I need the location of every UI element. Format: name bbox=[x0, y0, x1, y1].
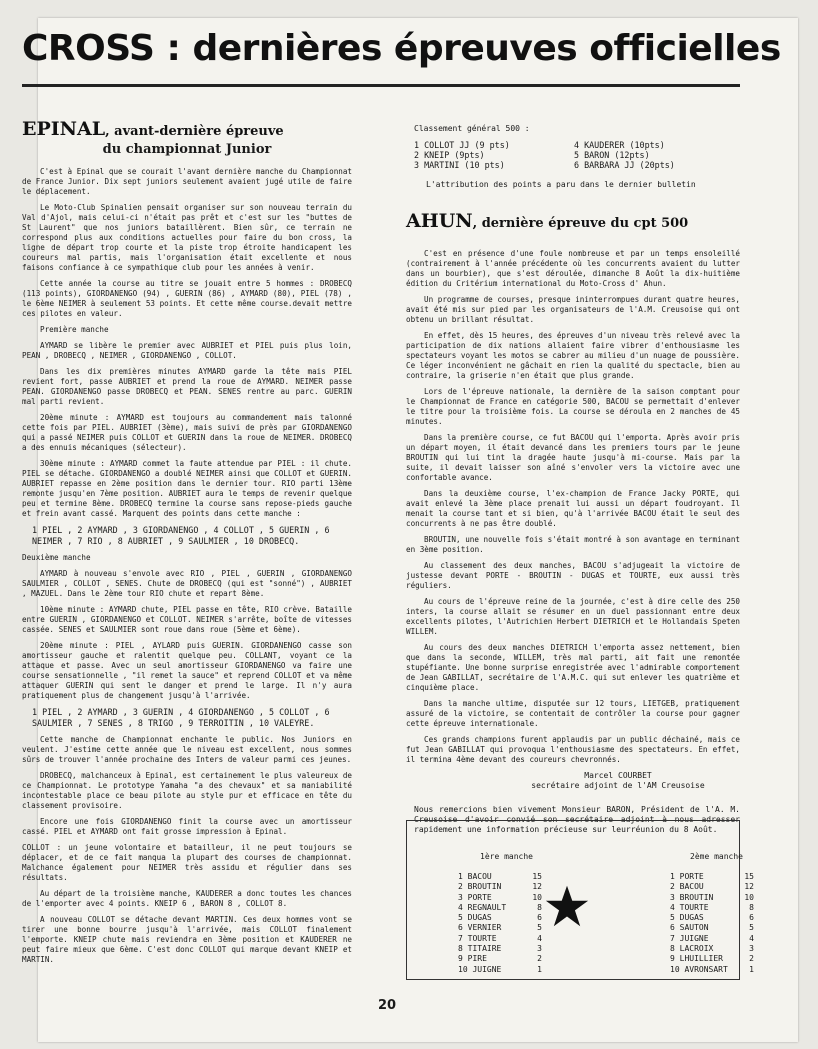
classement-table bbox=[414, 140, 740, 170]
rider-points: 8 bbox=[537, 902, 542, 912]
classement-row: 4 KAUDERER (10pts) bbox=[574, 140, 665, 150]
rider-name: 10 AVRONSART bbox=[670, 964, 728, 974]
ahun-para: Ces grands champions furent applaudis par un public déchainé, mais ce fut Jean GABILLAT qui provoqua l'enthousiasme des spectateurs. En effet, il termina 4ème devant des coureurs chevronnés. bbox=[406, 735, 740, 764]
classement-row: 3 MARTINI (10 pts) bbox=[414, 160, 505, 170]
rider-points: 10 bbox=[532, 892, 542, 902]
rider-points: 3 bbox=[749, 944, 754, 954]
result-row bbox=[670, 893, 754, 903]
rider-name: 8 LACROIX bbox=[670, 944, 714, 954]
ahun-title-main: AHUN bbox=[406, 210, 473, 232]
result-row bbox=[458, 923, 542, 933]
ahun-para: Dans la première course, ce fut BACOU qui l'emporta. Après avoir pris un départ moyen, il était devancé dans les premiers tours par le jeune BROUTIN qui lui tint la dragée haute jusqu'à mi-course. Mais par la suite, il devait laisser son aîné s'envoler vers la victoire avec une confortable avance. bbox=[406, 433, 740, 482]
rider-points: 4 bbox=[749, 933, 754, 943]
epinal-para: 20ème minute : AYMARD est toujours au commandement mais talonné cette fois par PIEL. AUBRIET (3ème), mais suivi de près par GIORDANENGO qui a passé NEIMER puis COLLOT et GUERIN dans la roue de NEIMER. DROBECQ a des ennuis mécaniques (sélecteur). bbox=[22, 413, 352, 452]
rider-name: 5 DUGAS bbox=[458, 913, 492, 923]
classement-note: L'attribution des points a paru dans le dernier bulletin bbox=[426, 180, 696, 189]
manche-2-title: 2ème manche bbox=[690, 852, 743, 861]
rider-name: 2 BACOU bbox=[670, 882, 704, 892]
rider-points: 12 bbox=[532, 882, 542, 892]
ahun-para: Lors de l'épreuve nationale, la dernière de la saison comptant pour le Championnat de France en catégorie 500, BACOU se permettait d'enlever le titre pour la troisième fois. La course se déroula en 2 manches de 45 minutes. bbox=[406, 387, 740, 426]
epinal-title-main: EPINAL bbox=[22, 118, 106, 140]
ahun-para: Un programme de courses, presque ininterrompues durant quatre heures, avait été mis sur pied par les organisateurs de l'A.M. Creusoise qui ont obtenu un brillant résultat. bbox=[406, 295, 740, 324]
epinal-title-rest: , avant-dernière épreuve bbox=[105, 124, 284, 139]
ahun-para: Au cours des deux manches DIETRICH l'emporta assez nettement, bien que dans la seconde, WILLEM, très mal parti, ait fait une remontée stupéfiante. Une bonne surprise enregistrée avec l'admirable comportement de Jean GABILLAT, secrétaire de l'A.M.C. qui sut enlever les quatrième et cinquième place. bbox=[406, 643, 740, 692]
headline-rule bbox=[22, 84, 740, 87]
rider-points: 2 bbox=[749, 954, 754, 964]
epinal-subtitle: du championnat Junior bbox=[102, 142, 272, 157]
rider-points: 1 bbox=[749, 964, 754, 974]
manche-2-results bbox=[670, 872, 754, 975]
epinal-para: DROBECQ, malchanceux à Epinal, est certainement le plus valeureux de ce Championnat. Le prototype Yamaha "a des chevaux" et sa maniabilité incontestable place ce beau pilote au style pur et efficace en tête du classement provisoire. bbox=[22, 771, 352, 810]
rider-name: 9 LHUILLIER bbox=[670, 954, 723, 964]
right-column bbox=[406, 118, 740, 835]
epinal-para: Cette année la course au titre se jouait entre 5 hommes : DROBECQ (113 points), GIORDANENGO (94) , GUERIN (86) , AYMARD (80), PIEL (78) , le 6ème NEIMER à seulement 53 points. Et cette même course.devait mettre ces pilotes en valeur. bbox=[22, 279, 352, 318]
rider-points: 15 bbox=[532, 872, 542, 881]
epinal-para: 30ème minute : AYMARD commet la faute attendue par PIEL : il chute. PIEL se détache. GIORDANENGO a doublé NEIMER ainsi que COLLOT et GUERIN. AUBRIET repasse en 2ème position dans le dernier tour. RIO parti 13ème remonte jusqu'en 7ème position. AUBRIET aura le temps de revenir quelque peu et termine 8ème. DROBECQ termine la course sans repose-pieds gauche et frein avant cassé. Marquent des points dans cette manche : bbox=[22, 459, 352, 518]
ahun-para: Au classement des deux manches, BACOU s'adjugeait la victoire de justesse devant PORTE - BROUTIN - DUGAS et TOURTE, eux aussi très réguliers. bbox=[406, 561, 740, 590]
epinal-para: 10ème minute : AYMARD chute, PIEL passe en tête, RIO crève. Bataille entre GUERIN , GIORDANENGO et COLLOT. NEIMER s'arrête, boîte de vitesses cassée. SENES et SAULMIER sont roue dans roue (5ème et 6ème). bbox=[22, 605, 352, 634]
rider-points: 15 bbox=[744, 872, 754, 881]
page-number: 20 bbox=[378, 998, 397, 1013]
ahun-para: C'est en présence d'une foule nombreuse et par un temps ensoleillé (contrairement à l'année précédente où les concurrents avaient du lutter dans un bourbier), que s'est déroulée, dimanche 8 Août la dix-huitième édition du Critérium international du Moto-Cross d' Ahun. bbox=[406, 249, 740, 288]
classement-row: 1 COLLOT JJ (9 pts) bbox=[414, 140, 510, 150]
result-row bbox=[670, 954, 754, 964]
epinal-para: Dans les dix premières minutes AYMARD garde la tête mais PIEL revient fort, passe AUBRIET et prend la roue de AYMARD. NEIMER passe PEAN. GIORDANENGO passe DROBECQ et PEAN. SENES rentre au parc. GUERIN mal parti revient. bbox=[22, 367, 352, 406]
epinal-para: COLLOT : un jeune volontaire et batailleur, il ne peut toujours se déplacer, et de ce fait manqua la plupart des courses de championnat. Malchance également pour NEIMER très assidu et régulier dans ses résultats. bbox=[22, 843, 352, 882]
ahun-para: Au cours de l'épreuve reine de la journée, c'est à dire celle des 250 inters, la course allait se résumer en un duel passionnant entre deux excellents pilotes, l'Autrichien Herbert DIETRICH et le Hollandais Speten WILLEM. bbox=[406, 597, 740, 636]
rider-points: 3 bbox=[537, 944, 542, 954]
rider-name: 3 PORTE bbox=[458, 892, 492, 902]
epinal-heading-manche-1: Première manche bbox=[40, 325, 109, 334]
result-row bbox=[458, 944, 542, 954]
epinal-para: AYMARD à nouveau s'envole avec RIO , PIEL , GUERIN , GIORDANENGO SAULMIER , COLLOT , SENES. Chute de DROBECQ (qui est "sonné") , AUBRIET , MAZUEL. Dans le 2ème tour RIO chute et repart 8ème. bbox=[22, 569, 352, 598]
epinal-para: Le Moto-Club Spinalien pensait organiser sur son nouveau terrain du Val d'Ajol, mais celui-ci n'était pas prêt et c'est sur les "buttes de St Laurent" que nos juniors bataillèrent. Bien sûr, ce terrain ne correspond plus aux conditions actuelles pour faire du bon cross, la ligne de départ trop courte et la piste trop étroite handicapent les coureurs mal partis, mais l'organisation était excellente et nous faisons confiance à ce sympathique club pour les années à venir. bbox=[22, 203, 352, 272]
ahun-title-rest: , dernière épreuve du cpt 500 bbox=[472, 216, 689, 231]
rider-name: 5 DUGAS bbox=[670, 913, 704, 923]
rider-points: 6 bbox=[537, 913, 542, 923]
epinal-para: Cette manche de Championnat enchante le public. Nos Juniors en veulent. J'estime cette année que le niveau est excellent, nous sommes sûrs de trouver l'année prochaine des Inters de valeur parmi ces jeunes. bbox=[22, 735, 352, 764]
rider-points: 12 bbox=[744, 882, 754, 892]
manche-1-results bbox=[458, 872, 542, 975]
result-row bbox=[670, 882, 754, 892]
rider-points: 8 bbox=[749, 902, 754, 912]
rider-name: 1 PORTE bbox=[670, 872, 704, 881]
rider-points: 6 bbox=[749, 913, 754, 923]
rider-points: 2 bbox=[537, 954, 542, 964]
epinal-heading-manche-2: Deuxième manche bbox=[22, 553, 91, 562]
rider-name: 9 PIRE bbox=[458, 954, 487, 964]
rider-name: 8 TITAIRE bbox=[458, 944, 502, 954]
epinal-para: A nouveau COLLOT se détache devant MARTIN. Ces deux hommes vont se tirer une bonne bourre jusqu'à l'arrivée, mais COLLOT finalement l'emporte. KNEIP chute mais reviendra en 3ème position et KAUDERER ne peut faire mieux que 6ème. C'est donc COLLOT qui marque devant KNEIP et MARTIN. bbox=[22, 915, 352, 964]
classement-row: 2 KNEIP (9pts) bbox=[414, 150, 485, 160]
rider-points: 4 bbox=[537, 933, 542, 943]
result-row bbox=[458, 893, 542, 903]
rider-name: 6 SAUTON bbox=[670, 923, 709, 933]
epinal-para: Encore une fois GIORDANENGO finit la course avec un amortisseur cassé. PIEL et AYMARD ont fait grosse impression à Epinal. bbox=[22, 817, 352, 836]
signature-block bbox=[496, 771, 740, 791]
signature-name: Marcel COURBET bbox=[584, 771, 652, 780]
ahun-title bbox=[406, 210, 740, 235]
rider-name: 10 JUIGNE bbox=[458, 964, 502, 974]
rider-name: 3 BROUTIN bbox=[670, 892, 714, 902]
classement-row: 5 BARON (12pts) bbox=[574, 150, 650, 160]
epinal-title bbox=[22, 118, 352, 143]
result-row bbox=[670, 923, 754, 933]
signature-role: secrétaire adjoint de l'AM Creusoise bbox=[531, 781, 705, 790]
ahun-para: Dans la manche ultime, disputée sur 12 tours, LIETGEB, pratiquement assuré de la victoire, se contentait de contrôler la course pour gagner cette épreuve internationale. bbox=[406, 699, 740, 728]
epinal-para: C'est à Epinal que se courait l'avant dernière manche du Championnat de France Junior. Dix sept juniors seulement avaient jugé utile de faire le déplacement. bbox=[22, 167, 352, 196]
rider-points: 5 bbox=[749, 923, 754, 933]
epinal-article bbox=[22, 118, 352, 971]
result-row bbox=[458, 872, 542, 882]
rider-points: 1 bbox=[537, 964, 542, 974]
result-row bbox=[670, 913, 754, 923]
thanks-note: Nous remercions bien vivement Monsieur BARON, Président de l'A. M. Creusoise d'avoir convié son secrétaire adjoint à nous adresser rapidement une information précieuse sur leurréunion du 8 Août. bbox=[414, 805, 740, 834]
result-row bbox=[458, 882, 542, 892]
epinal-para: AYMARD se libère le premier avec AUBRIET et PIEL puis plus loin, PEAN , DROBECQ , NEIMER , GIORDANENGO , COLLOT. bbox=[22, 341, 352, 360]
result-row bbox=[670, 944, 754, 954]
result-row bbox=[458, 934, 542, 944]
result-row bbox=[458, 913, 542, 923]
classement-row: 6 BARBARA JJ (20pts) bbox=[574, 160, 675, 170]
rider-name: 7 JUIGNE bbox=[670, 933, 709, 943]
rider-name: 2 BROUTIN bbox=[458, 882, 502, 892]
rider-name: 4 REGNAULT bbox=[458, 902, 507, 912]
epinal-para: 20ème minute : PIEL , AYLARD puis GUERIN. GIORDANENGO casse son amortisseur gauche et ralentit quelque peu. COLLANT, voyant ce la attaque et passe. Avec un seul amortisseur GIORDANENGO va faire une course sensationnelle , "il remet la sauce" et reprend COLLOT et va même attaquer GUERIN qui sent le danger et prend le large. Il n'y aura pratiquement plus de changement jusqu'à l'arrivée. bbox=[22, 641, 352, 700]
epinal-result-manche-1: 1 PIEL , 2 AYMARD , 3 GIORDANENGO , 4 COLLOT , 5 GUERIN , 6 NEIMER , 7 RIO , 8 AUBRIET , 9 SAULMIER , 10 DROBECQ. bbox=[32, 525, 330, 546]
result-row bbox=[670, 872, 754, 882]
result-row bbox=[458, 954, 542, 964]
ahun-para: Dans la deuxième course, l'ex-champion de France Jacky PORTE, qui avait enlevé la 3ème place prenait lui aussi un départ foudroyant. Il menait la course tant et si bien, qu'à l'arrivée BACOU était le seul des concurrents à ne pas être doublé. bbox=[406, 489, 740, 528]
rider-points: 10 bbox=[744, 892, 754, 902]
epinal-result-manche-2: 1 PIEL , 2 AYMARD , 3 GUERIN , 4 GIORDANENGO , 5 COLLOT , 6 SAULMIER , 7 SENES , 8 TRIGO , 9 TERROITIN , 10 VALEYRE. bbox=[32, 707, 330, 728]
rider-name: 6 VERNIER bbox=[458, 923, 502, 933]
result-row bbox=[458, 965, 542, 975]
rider-name: 4 TOURTE bbox=[670, 902, 709, 912]
classement-title: Classement général 500 : bbox=[414, 124, 530, 133]
page-headline: CROSS : dernières épreuves officielles bbox=[22, 28, 781, 69]
result-row bbox=[670, 934, 754, 944]
result-row bbox=[670, 903, 754, 913]
manche-1-title: 1ère manche bbox=[480, 852, 533, 861]
star-icon bbox=[545, 884, 589, 928]
epinal-para: Au départ de la troisième manche, KAUDERER a donc toutes les chances de l'emporter avec 4 points. KNEIP 6 , BARON 8 , COLLOT 8. bbox=[22, 889, 352, 908]
ahun-para: BROUTIN, une nouvelle fois s'était montré à son avantage en terminant en 3ème position. bbox=[406, 535, 740, 554]
rider-name: 7 TOURTE bbox=[458, 933, 497, 943]
result-row bbox=[458, 903, 542, 913]
rider-name: 1 BACOU bbox=[458, 872, 492, 881]
rider-points: 5 bbox=[537, 923, 542, 933]
ahun-para: En effet, dès 15 heures, des épreuves d'un niveau très relevé avec la participation de dix nations allaient faire vibrer d'enthousiasme les spectateurs voyant les motos se cabrer au milieu d'un nuage de poussière. Ce léger inconvénient ne gâchait en rien la qualité du spectacle, bien au contraire, la griserie n'en était que plus grande. bbox=[406, 331, 740, 380]
result-row bbox=[670, 965, 754, 975]
